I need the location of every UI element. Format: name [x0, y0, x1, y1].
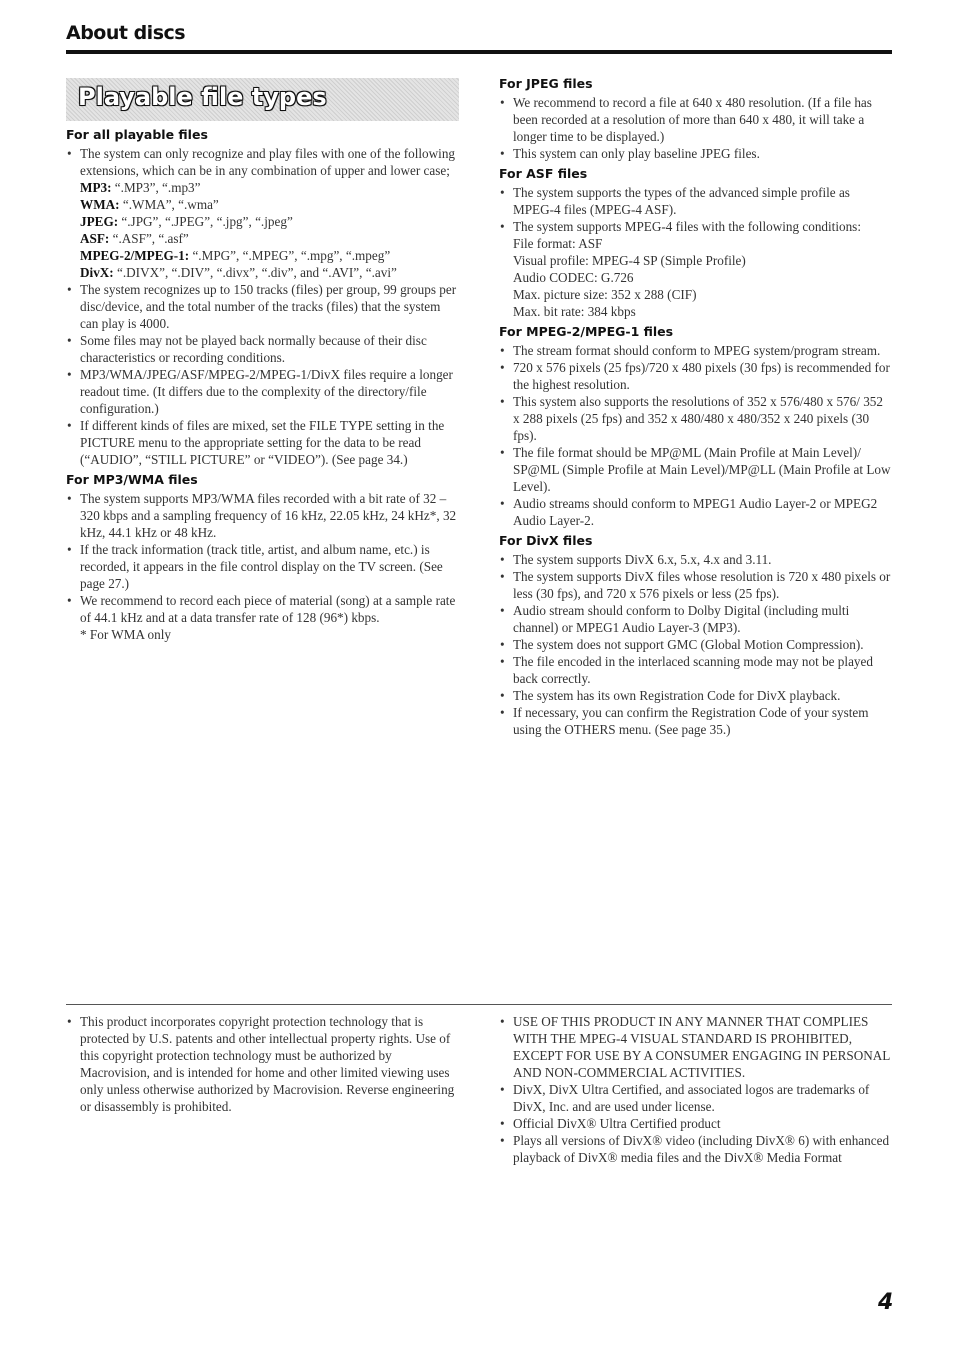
- left-column: [66, 127, 458, 647]
- extension-line: MP3: “.MP3”, “.mp3”: [80, 180, 201, 195]
- footnote: * For WMA only: [80, 627, 171, 642]
- extension-line: WMA: “.WMA”, “.wma”: [80, 197, 219, 212]
- section-title: About discs: [66, 22, 186, 44]
- list-item: • The file format should be MP@ML (Main Profile at Main Level)/ SP@ML (Simple Profile at Main Level)/MP@LL (Main Profile at Low Level).: [499, 444, 891, 495]
- section-asf: [499, 166, 891, 320]
- extension-line: ASF: “.ASF”, “.asf”: [80, 231, 189, 246]
- list-item: • The system has its own Registration Code for DivX playback.: [499, 687, 891, 704]
- right-column: [499, 76, 891, 742]
- list-item: • This product incorporates copyright protection technology that is protected by U.S. patents and other intellectual property rights. Use of this copyright protection technology must be authorized by Macrovision, and is intended for home and other limited viewing uses only unless otherwise authorized by Macrovision. Reverse engineering or disassembly is prohibited.: [66, 1013, 458, 1115]
- section-divx: [499, 533, 891, 738]
- section-heading: For DivX files: [499, 533, 593, 548]
- bullet-list: [499, 94, 891, 162]
- section-all-files: [66, 127, 458, 468]
- list-item: • The system supports MP3/WMA files recorded with a bit rate of 32 – 320 kbps and a sampling frequency of 16 kHz, 22.05 kHz, 24 kHz*, 32 kHz, 44.1 kHz or 48 kHz.: [66, 490, 458, 541]
- section-heading: For ASF files: [499, 166, 588, 181]
- list-item: • The system supports DivX 6.x, 5.x, 4.x and 3.11.: [499, 551, 891, 568]
- bullet-list: [66, 145, 458, 468]
- header-rule: [66, 50, 892, 54]
- section-heading: For MPEG-2/MPEG-1 files: [499, 324, 674, 339]
- footer-rule: [66, 1004, 892, 1005]
- bullet-list: [499, 551, 891, 738]
- bullet-list: [66, 1013, 458, 1115]
- conditions-intro: The system supports MPEG-4 files with the following conditions:: [513, 219, 861, 234]
- extensions-intro: The system can only recognize and play files with one of the following extensions, which can be in any combination of upper and lower case;: [80, 146, 456, 178]
- condition-line: Visual profile: MPEG-4 SP (Simple Profile): [513, 253, 746, 268]
- condition-line: Audio CODEC: G.726: [513, 270, 634, 285]
- list-item: • Plays all versions of DivX® video (including DivX® 6) with enhanced playback of DivX® media files and the DivX® Media Format: [499, 1132, 891, 1166]
- section-jpeg: [499, 76, 891, 162]
- list-item: • We recommend to record a file at 640 x 480 resolution. (If a file has been recorded at a resolution of more than 640 x 480, it will take a longer time to be displayed.): [499, 94, 891, 145]
- extension-line: JPEG: “.JPG”, “.JPEG”, “.jpg”, “.jpeg”: [80, 214, 293, 229]
- list-item: • The system does not support GMC (Global Motion Compression).: [499, 636, 891, 653]
- condition-line: Max. picture size: 352 x 288 (CIF): [513, 287, 697, 302]
- list-item: • 720 x 576 pixels (25 fps)/720 x 480 pixels (30 fps) is recommended for the highest resolution.: [499, 359, 891, 393]
- condition-line: File format: ASF: [513, 236, 603, 251]
- list-item: • This system can only play baseline JPEG files.: [499, 145, 891, 162]
- list-item: • If different kinds of files are mixed, set the FILE TYPE setting in the PICTURE menu to the appropriate setting for the data to be read (“AUDIO”, “STILL PICTURE” or “VIDEO”). (See page 34.): [66, 417, 458, 468]
- list-item: • The system supports DivX files whose resolution is 720 x 480 pixels or less (30 fps), and 720 x 576 pixels or less (25 fps).: [499, 568, 891, 602]
- page-banner: [66, 78, 459, 121]
- list-item: • Official DivX® Ultra Certified product: [499, 1115, 891, 1132]
- footer-left: [66, 1013, 458, 1115]
- extension-line: MPEG-2/MPEG-1: “.MPG”, “.MPEG”, “.mpg”, “.mpeg”: [80, 248, 391, 263]
- extension-line: DivX: “.DIVX”, “.DIV”, “.divx”, “.div”, and “.AVI”, “.avi”: [80, 265, 397, 280]
- bullet-list: [499, 342, 891, 529]
- list-item: • We recommend to record each piece of material (song) at a sample rate of 44.1 kHz and at a data transfer rate of 128 (96*) kbps.: [66, 592, 458, 626]
- list-item: • Audio streams should conform to MPEG1 Audio Layer-2 or MPEG2 Audio Layer-2.: [499, 495, 891, 529]
- section-heading: For all playable files: [66, 127, 208, 142]
- footer-right: [499, 1013, 891, 1166]
- condition-line: Max. bit rate: 384 kbps: [513, 304, 636, 319]
- list-item: • If the track information (track title, artist, and album name, etc.) is recorded, it appears in the file control display on the TV screen. (See page 27.): [66, 541, 458, 592]
- list-item: • If necessary, you can confirm the Registration Code of your system using the OTHERS menu. (See page 35.): [499, 704, 891, 738]
- page-number: 4: [878, 1290, 894, 1315]
- section-mpeg: [499, 324, 891, 529]
- page-title: Playable file types: [78, 83, 327, 111]
- list-item: • Audio stream should conform to Dolby Digital (including multi channel) or MPEG1 Audio Layer-3 (MP3).: [499, 602, 891, 636]
- section-heading: For JPEG files: [499, 76, 593, 91]
- list-item: • The stream format should conform to MPEG system/program stream.: [499, 342, 891, 359]
- list-item: • This system also supports the resolutions of 352 x 576/480 x 576/ 352 x 288 pixels (25 fps) and 352 x 480/480 x 480/352 x 240 pixels (30 fps).: [499, 393, 891, 444]
- list-item: • The file encoded in the interlaced scanning mode may not be played back correctly.: [499, 653, 891, 687]
- list-item: • The system supports the types of the advanced simple profile as MPEG-4 files (MPEG-4 ASF).: [499, 184, 891, 218]
- list-item: • USE OF THIS PRODUCT IN ANY MANNER THAT COMPLIES WITH THE MPEG-4 VISUAL STANDARD IS PROHIBITED, EXCEPT FOR USE BY A CONSUMER ENGAGING IN PERSONAL AND NON-COMMERCIAL ACTIVITIES.: [499, 1013, 891, 1081]
- list-item: • Some files may not be played back normally because of their disc characteristics or recording conditions.: [66, 332, 458, 366]
- list-item: [66, 145, 458, 281]
- list-item: • The system recognizes up to 150 tracks (files) per group, 99 groups per disc/device, and the total number of the tracks (files) that the system can play is 4000.: [66, 281, 458, 332]
- bullet-list: [499, 184, 891, 320]
- bullet-list: [66, 490, 458, 626]
- list-item: [499, 218, 891, 320]
- section-heading: For MP3/WMA files: [66, 472, 198, 487]
- list-item: • DivX, DivX Ultra Certified, and associated logos are trademarks of DivX, Inc. and are used under license.: [499, 1081, 891, 1115]
- section-mp3-wma: [66, 472, 458, 643]
- bullet-list: [499, 1013, 891, 1166]
- list-item: • MP3/WMA/JPEG/ASF/MPEG-2/MPEG-1/DivX files require a longer readout time. (It differs due to the complexity of the directory/file configuration.): [66, 366, 458, 417]
